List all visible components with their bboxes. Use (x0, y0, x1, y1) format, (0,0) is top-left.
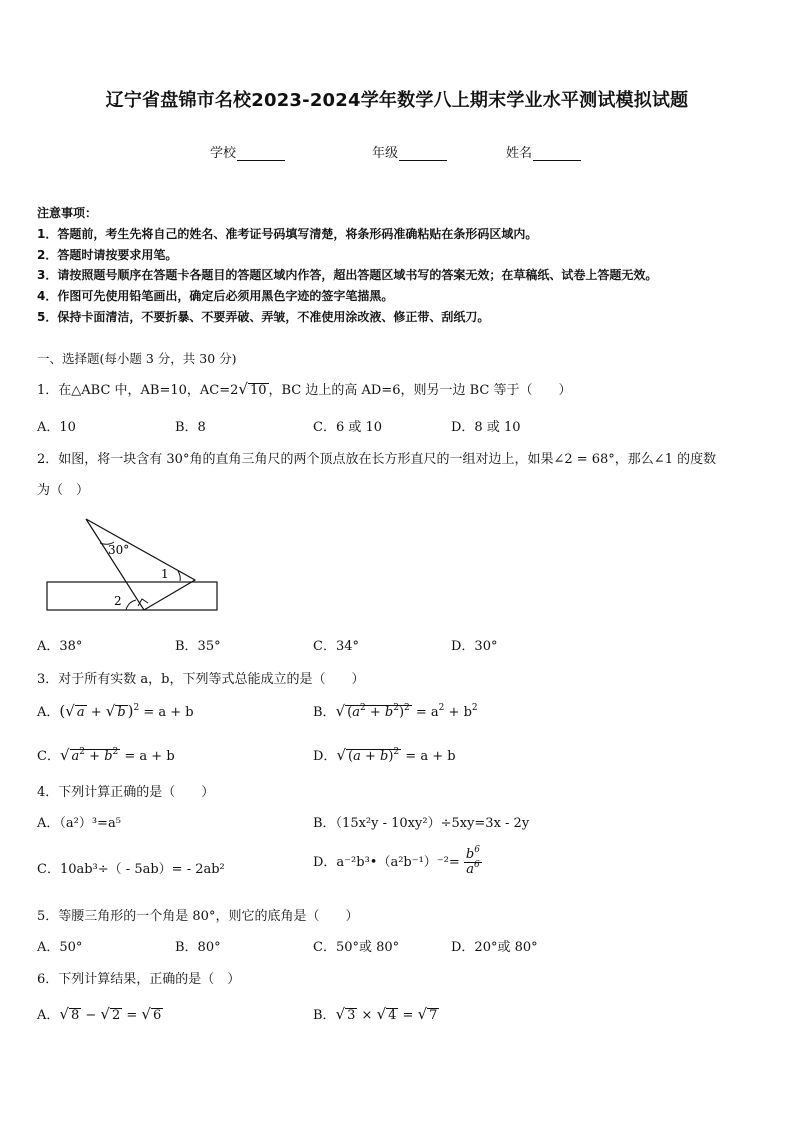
q2-option-c[interactable]: C．34° (313, 639, 359, 654)
q1-option-b[interactable]: B．8 (175, 420, 206, 435)
question-2-cont: 为（ ） (37, 483, 90, 498)
notes-heading: 注意事项： (37, 206, 98, 220)
question-4: 4．下列计算正确的是（ ） (37, 785, 215, 800)
note-item-5: 5．保持卡面清洁，不要折暴、不要弄破、弄皱，不准使用涂改液、修正带、刮纸刀。 (37, 310, 490, 324)
question-3: 3．对于所有实数 a，b，下列等式总能成立的是（ ） (37, 672, 365, 687)
q4-option-a[interactable]: A．（a²）³=a⁵ (37, 816, 121, 831)
school-field[interactable] (210, 142, 285, 161)
ruler-rect (47, 582, 217, 610)
q3-option-d[interactable]: D．√ $(a + b)^2 = a + b$ (313, 746, 456, 764)
q2-option-b[interactable]: B．35° (175, 639, 221, 654)
q5-option-c[interactable]: C．50°或 80° (313, 940, 400, 955)
name-field[interactable] (506, 142, 581, 161)
angle-30-label: 30° (108, 543, 130, 557)
q1-option-d[interactable]: D．8 或 10 (451, 420, 521, 435)
note-item-2: 2．答题时请按要求用笔。 (37, 248, 178, 262)
q3-option-c[interactable]: C．√ $a^2 + b^2 = a + b$ (37, 746, 175, 764)
angle-2-arc (126, 600, 136, 610)
right-angle-mark (138, 599, 148, 606)
q3-option-b[interactable]: B．√ $(a^2 + b^2)^2 = a^2 + b^2$ (313, 702, 478, 720)
q3-option-a[interactable]: A．(√ a + √ b )$^2$ = a + b (37, 702, 194, 720)
note-item-4: 4．作图可先使用铅笔画出，确定后必须用黑色字迹的签字笔描黑。 (37, 289, 394, 303)
question-1: 1．在△ABC 中，AB=10，AC=2√ 10 ，BC 边上的高 AD=6，则另一边 BC 等于（ ） (37, 380, 572, 398)
q5-option-d[interactable]: D．20°或 80° (451, 940, 538, 955)
school-label: 学校 (210, 146, 237, 161)
section-heading: 一、选择题(每小题 3 分，共 30 分) (37, 351, 237, 366)
note-item-1: 1．答题前，考生先将自己的姓名、准考证号码填写清楚，将条形码准确粘贴在条形码区域内。 (37, 227, 538, 241)
q1-option-c[interactable]: C．6 或 10 (313, 420, 383, 435)
angle-1-label: 1 (161, 567, 169, 581)
question-6: 6．下列计算结果，正确的是（ ） (37, 972, 241, 987)
angle-1-arc (178, 571, 180, 581)
triangle-ruler (86, 519, 195, 610)
q6-option-a[interactable]: A．√ 8 − √ 2 = √ 6 (37, 1005, 162, 1023)
note-item-3: 3．请按照题号顺序在答题卡各题目的答题区域内作答，超出答题区域书写的答案无效；在草稿纸、试卷上答题无效。 (37, 268, 658, 282)
q2-option-a[interactable]: A．38° (37, 639, 83, 654)
page-title: 辽宁省盘锦市名校2023-2024学年数学八上期末学业水平测试模拟试题 (105, 90, 689, 111)
grade-field[interactable] (372, 142, 447, 161)
q4-option-b[interactable]: B．（15x²y - 10xy²）÷5xy=3x - 2y (313, 816, 530, 831)
q2-option-d[interactable]: D．30° (451, 639, 498, 654)
question-2: 2．如图，将一块含有 30°角的直角三角尺的两个顶点放在长方形直尺的一组对边上，如果∠2 = 68°，那么∠1 的度数 (37, 452, 717, 467)
grade-label: 年级 (372, 146, 399, 161)
q4-option-c[interactable]: C．10ab³÷（ - 5ab）= - 2ab² (37, 862, 225, 877)
q5-option-b[interactable]: B．80° (175, 940, 221, 955)
name-label: 姓名 (506, 146, 533, 161)
q4-option-d[interactable]: D．a⁻²b³•（a²b⁻¹）⁻²= $\frac{b^6}{a^6}$ (313, 845, 480, 877)
question-5: 5．等腰三角形的一个角是 80°，则它的底角是（ ） (37, 909, 359, 924)
q1-option-a[interactable]: A．10 (37, 420, 76, 435)
q6-option-b[interactable]: B．√ 3 × √ 4 = √ 7 (313, 1005, 438, 1023)
q5-option-a[interactable]: A．50° (37, 940, 83, 955)
angle-2-label: 2 (114, 594, 122, 608)
q2-figure (44, 514, 224, 618)
